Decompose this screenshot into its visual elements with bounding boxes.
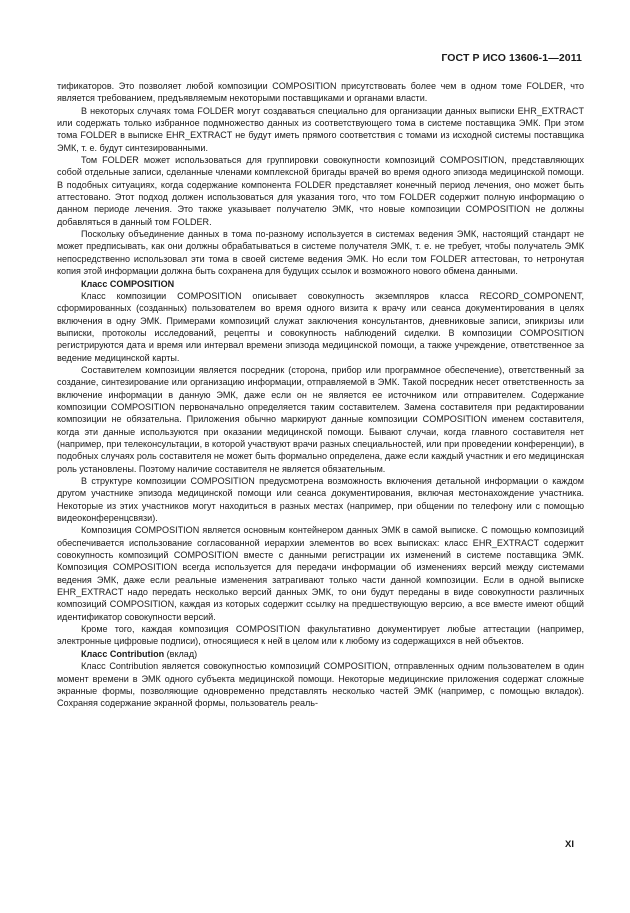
paragraph: В структуре композиции COMPOSITION предусмотрена возможность включения детальной информации о каждом другом участнике эпизода медицинской помощи или сеанса документирования, включая местонахождение участника. Некоторые из этих участников могут находиться в разных местах (например, при общении по телефону или с помощью видеоконференцсвязи). — [57, 476, 584, 524]
section-heading — [57, 648, 584, 660]
section-heading — [57, 278, 584, 290]
page-number: XI — [565, 839, 574, 850]
section-heading-text: Класс Contribution — [81, 648, 165, 659]
paragraph: Класс Contribution является совокупностью композиций COMPOSITION, отправленных одним пользователем в один момент времени в ЭМК одного субъекта медицинской помощи. Некоторые медицинские приложения содержат сложные экранные формы, позволяющие одновременно представлять несколько частей ЭМК (например, с помощью вкладок). Сохраняя содержание экранной формы, пользователь реаль- — [57, 661, 584, 709]
paragraph: Класс композиции COMPOSITION описывает совокупность экземпляров класса RECORD_COMPONENT, сформированных (созданных) пользователем во время одного визита к врачу или сеанса документирования в целях включения в одну ЭМК. Примерами композиций служат заключения консультантов, дневниковые записи, эпикризы или выписки, протоколы исследований, рецепты и совокупность наблюдений сиделки. В композиции COMPOSITION регистрируются дата и время или интервал времени эпизода медицинской помощи, а также учреждение, ответственное за ведение медицинской карты. — [57, 290, 584, 363]
paragraph: Том FOLDER может использоваться для группировки совокупности композиций COMPOSITION, представляющих собой отдельные записи, сделанные членами комплексной бригады врачей во время одного эпизода медицинской помощи. В подобных ситуациях, когда содержание компонента FOLDER представляет конечный период лечения, оно может быть аттестовано. Этот подход должен использоваться для указания того, что том FOLDER содержит полную информацию о данном периоде лечения. Это также указывает получателю ЭМК, что новые композиции COMPOSITION не должны добавляться в данный том FOLDER. — [57, 155, 584, 227]
body-text — [57, 80, 584, 710]
paragraph: тификаторов. Это позволяет любой композиции COMPOSITION присутствовать более чем в одном томе FOLDER, что является требованием, предъявляемым некоторыми поставщиками и органами власти. — [57, 81, 584, 104]
paragraph: В некоторых случаях тома FOLDER могут создаваться специально для организации данных выписки EHR_EXTRACT или содержать только избранное подмножество данных из соответствующего тома в системе поставщика ЭМК. При этом тома FOLDER в выписке EHR_EXTRACT не будут иметь прямого соответствия с томами из исходной системы поставщика ЭМК, т. е. будут синтезированными. — [57, 105, 584, 153]
paragraph: Составителем композиции является посредник (сторона, прибор или программное обеспечение), ответственный за создание, синтезирование или организацию информации, отправляемой в ЭМК. Такой посредник несет ответственность за включение информации в данную ЭМК, даже если он не является ее источником или отправителем. Содержание композиции COMPOSITION первоначально определяется таким составителем. Замена составителя при редактировании композиции не обязательна. Приложения обычно маркируют данные композиции COMPOSITION именем составителя, когда эти данные используются при оказании медицинской помощи. Бывают случаи, когда главного составителя нет (например, при телеконсультации, в которой участвуют врачи разных специальностей, или при проведении конференции), в подобных случаях роль составителя не может быть формально определена, даже если каждый участник и его медицинская роль установлены. Поэтому наличие составителя не является обязательным. — [57, 364, 584, 474]
standard-header: ГОСТ Р ИСО 13606-1—2011 — [441, 52, 582, 64]
paragraph: Кроме того, каждая композиция COMPOSITION факультативно документирует любые аттестации (например, электронные цифровые подписи), относящиеся к ней в целом или к любому из содержащихся в ней объектов. — [57, 624, 584, 647]
section-heading-suffix: (вклад) — [164, 648, 198, 659]
section-heading-text: Класс COMPOSITION — [81, 278, 175, 289]
paragraph: Композиция COMPOSITION является основным контейнером данных ЭМК в самой выписке. С помощью композиций обеспечивается использование согласованной иерархии элементов во всех выписках: класс EHR_EXTRACT содержит совокупность композиций COMPOSITION вместе с данными регистрации их изменений в системе поставщика ЭМК. Композиция COMPOSITION всегда используется для передачи информации об изменениях версий между системами ведения ЭМК, даже если реальные изменения затрагивают только части данной композиции. Если в одной выписке EHR_EXTRACT надо передать несколько версий данных ЭМК, то они будут переданы в виде совокупности различных композиций COMPOSITION, каждая из которых содержит ссылку на предшествующую версию, а все вместе имеют общий идентификатор совокупности версий. — [57, 525, 584, 622]
paragraph: Поскольку объединение данных в тома по-разному используется в системах ведения ЭМК, настоящий стандарт не может предписывать, как они должны обрабатываться в системе получателя ЭМК, т. е. не требует, чтобы получатель ЭМК непосредственно использовал эти тома в своей системе ведения ЭМК. Но если том FOLDER аттестован, то нетронутая копия этой информации должна быть сохранена для будущих ссылок и возможного нового обмена данными. — [57, 229, 584, 277]
